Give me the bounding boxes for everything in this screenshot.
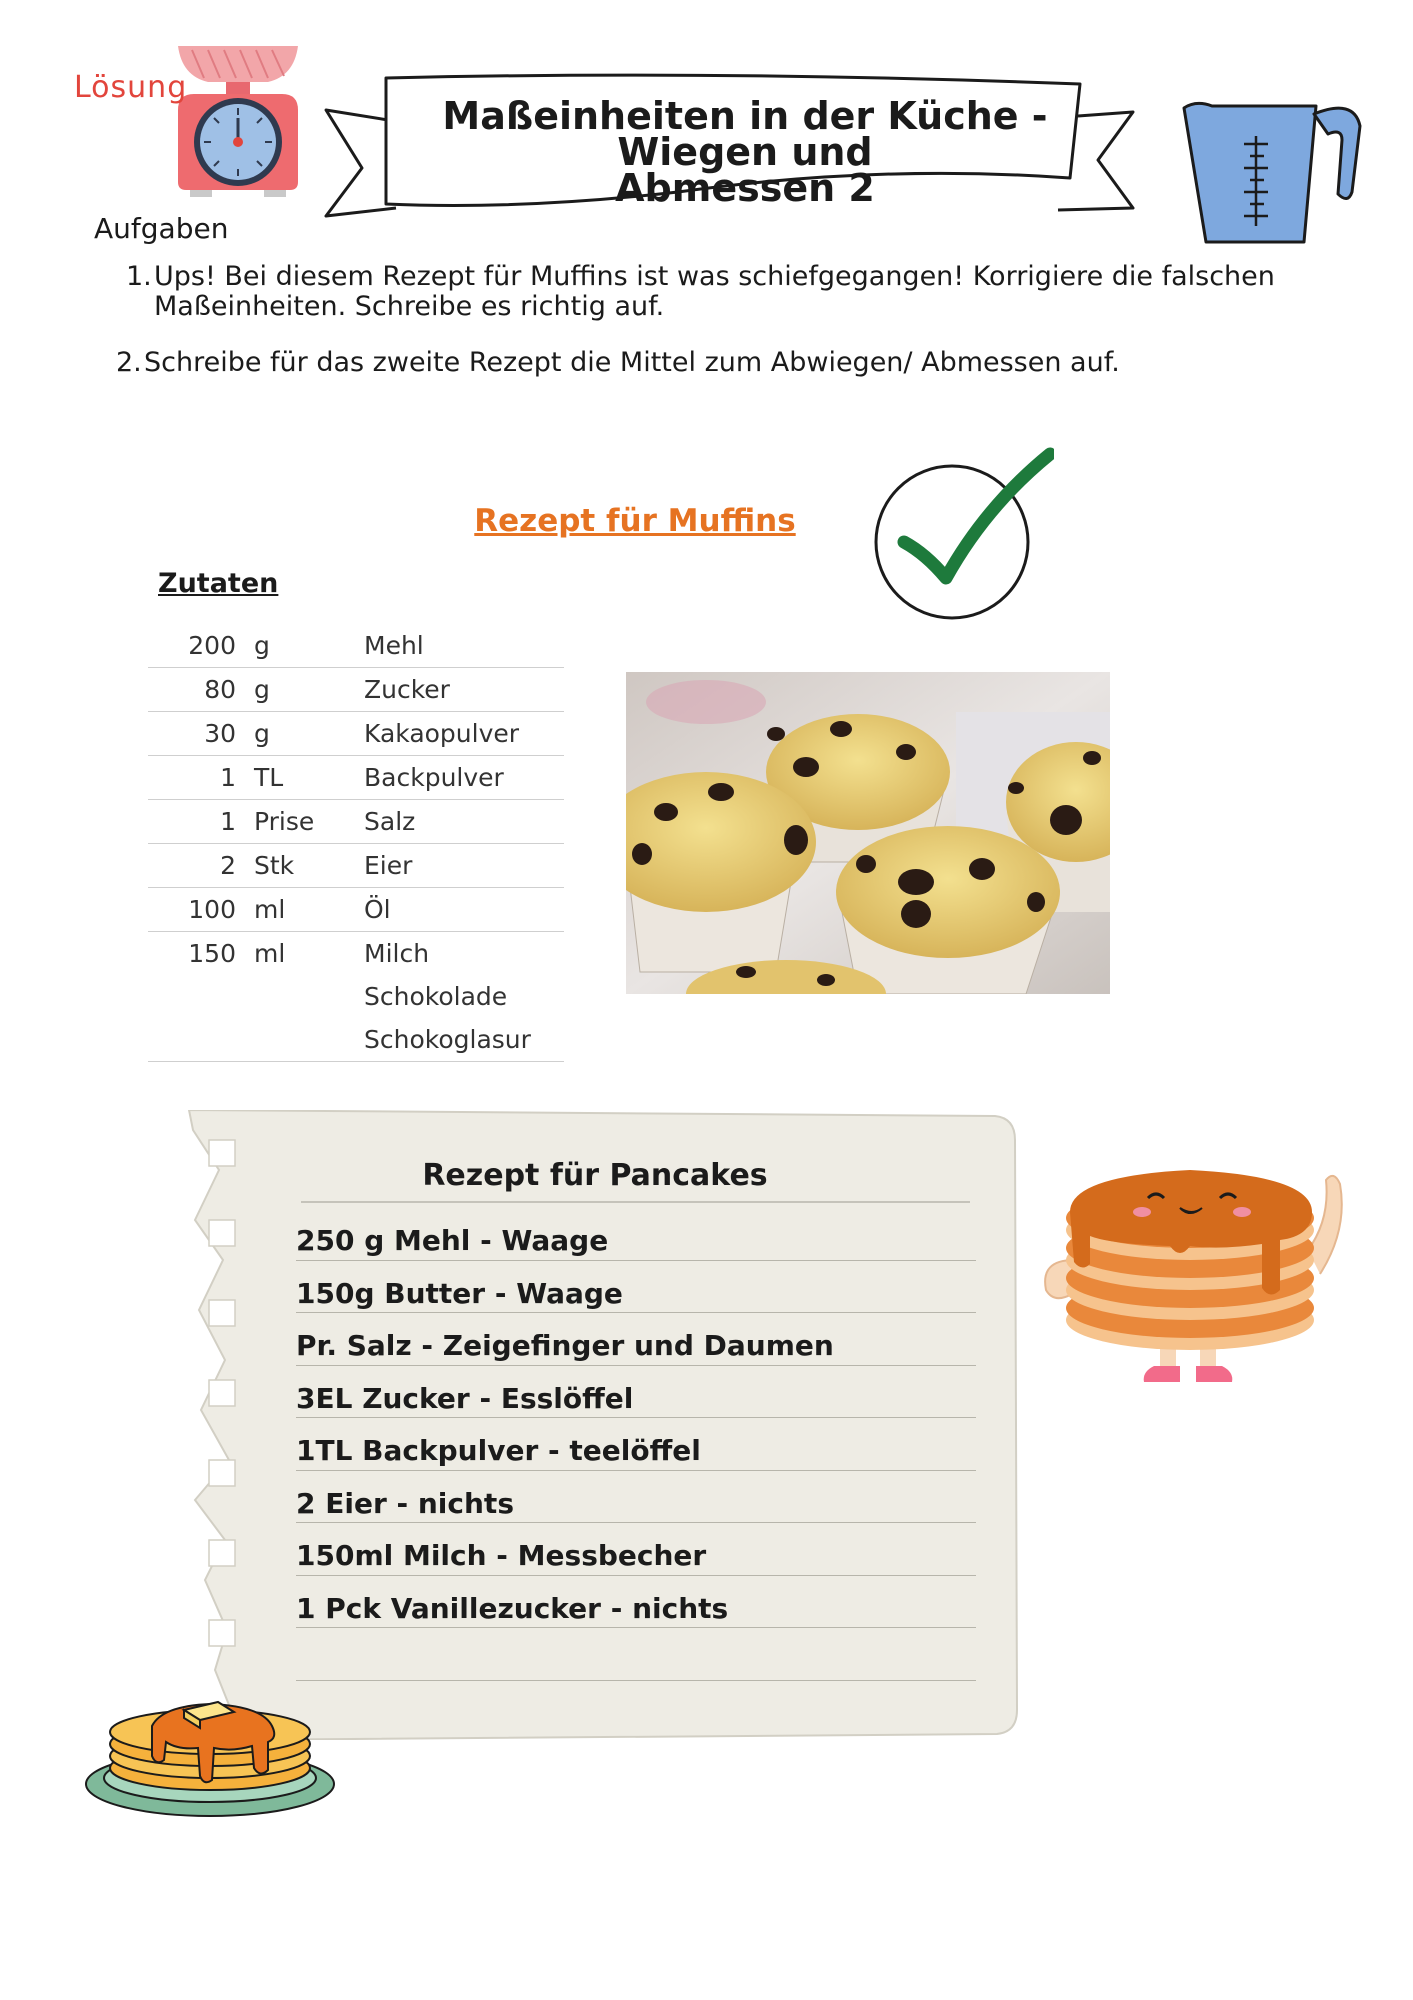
table-row bbox=[148, 932, 564, 976]
list-item: 3EL Zucker - Esslöffel bbox=[296, 1366, 976, 1419]
pancake-recipe-title: Rezept für Pancakes bbox=[422, 1158, 768, 1193]
table-row bbox=[148, 844, 564, 888]
ingredient-amount: 1 bbox=[148, 800, 254, 844]
ingredient-name: Eier bbox=[364, 844, 564, 888]
task-number: 1. bbox=[126, 261, 152, 292]
ingredient-unit bbox=[254, 1018, 364, 1062]
task-text-line-2: Maßeinheiten. Schreibe es richtig auf. bbox=[154, 291, 665, 322]
list-item bbox=[296, 1628, 976, 1681]
list-item: 150g Butter - Waage bbox=[296, 1261, 976, 1314]
table-row bbox=[148, 1018, 564, 1062]
ingredient-unit: TL bbox=[254, 756, 364, 800]
task-text-line-1: Ups! Bei diesem Rezept für Muffins ist was schiefgegangen! Korrigiere die falschen bbox=[154, 261, 1275, 292]
task-number: 2. bbox=[116, 347, 142, 378]
table-row bbox=[148, 668, 564, 712]
pancake-stack-icon bbox=[82, 1686, 340, 1820]
ingredient-name: Mehl bbox=[364, 624, 564, 668]
ingredient-name: Öl bbox=[364, 888, 564, 932]
table-row bbox=[148, 756, 564, 800]
task-item-1 bbox=[126, 262, 1276, 322]
checkmark-icon bbox=[868, 446, 1054, 628]
muffin-recipe-title: Rezept für Muffins bbox=[474, 503, 796, 539]
pancake-ingredient-list bbox=[296, 1208, 976, 1681]
ingredient-amount bbox=[148, 1018, 254, 1062]
ingredient-unit: g bbox=[254, 712, 364, 756]
task-item-2 bbox=[116, 348, 1266, 378]
pancake-character-icon bbox=[1030, 1140, 1360, 1400]
table-row bbox=[148, 800, 564, 844]
ingredient-unit bbox=[254, 975, 364, 1018]
page-title-line-1: Maßeinheiten in der Küche - Wiegen und bbox=[442, 94, 1048, 174]
page-title bbox=[380, 94, 1110, 210]
ingredient-amount: 30 bbox=[148, 712, 254, 756]
muffin-photo bbox=[626, 672, 1110, 994]
ingredient-name: Salz bbox=[364, 800, 564, 844]
ingredient-amount: 100 bbox=[148, 888, 254, 932]
ingredient-name: Schokolade bbox=[364, 982, 508, 1011]
kitchen-scale-icon bbox=[172, 42, 304, 198]
ingredient-amount: 150 bbox=[188, 939, 236, 968]
ingredient-amount: 1 bbox=[148, 756, 254, 800]
ingredient-amount: 80 bbox=[148, 668, 254, 712]
ingredient-name: Kakaopulver bbox=[364, 712, 564, 756]
list-item: 1 Pck Vanillezucker - nichts bbox=[296, 1576, 976, 1629]
page-title-line-2: Abmessen 2 bbox=[615, 166, 875, 210]
ingredient-unit: ml bbox=[254, 939, 286, 968]
list-item: 150ml Milch - Messbecher bbox=[296, 1523, 976, 1576]
list-item: Pr. Salz - Zeigefinger und Daumen bbox=[296, 1313, 976, 1366]
table-row bbox=[148, 975, 564, 1018]
ingredient-amount: 2 bbox=[148, 844, 254, 888]
ingredient-name: Zucker bbox=[364, 668, 564, 712]
measuring-cup-icon bbox=[1178, 96, 1368, 250]
ingredient-unit: g bbox=[254, 624, 364, 668]
ingredient-name: Schokoglasur bbox=[364, 1018, 564, 1062]
list-item: 1TL Backpulver - teelöffel bbox=[296, 1418, 976, 1471]
solution-label: Lösung bbox=[74, 70, 188, 105]
ingredients-table bbox=[148, 624, 564, 1062]
task-text-line-1: Schreibe für das zweite Rezept die Mittel zum Abwiegen/ Abmessen auf. bbox=[144, 347, 1120, 378]
tasks-heading: Aufgaben bbox=[94, 212, 229, 245]
ingredient-name: Backpulver bbox=[364, 756, 564, 800]
ingredient-unit: g bbox=[254, 668, 364, 712]
ingredient-unit: ml bbox=[254, 888, 364, 932]
table-row bbox=[148, 624, 564, 668]
table-row bbox=[148, 712, 564, 756]
ingredient-amount bbox=[148, 975, 254, 1018]
ingredient-unit: Prise bbox=[254, 800, 364, 844]
ingredient-unit: Stk bbox=[254, 844, 364, 888]
ingredient-name: Milch bbox=[364, 939, 430, 968]
ingredient-amount: 200 bbox=[148, 624, 254, 668]
list-item: 250 g Mehl - Waage bbox=[296, 1208, 976, 1261]
table-row bbox=[148, 888, 564, 932]
list-item: 2 Eier - nichts bbox=[296, 1471, 976, 1524]
ingredients-heading: Zutaten bbox=[158, 568, 279, 599]
